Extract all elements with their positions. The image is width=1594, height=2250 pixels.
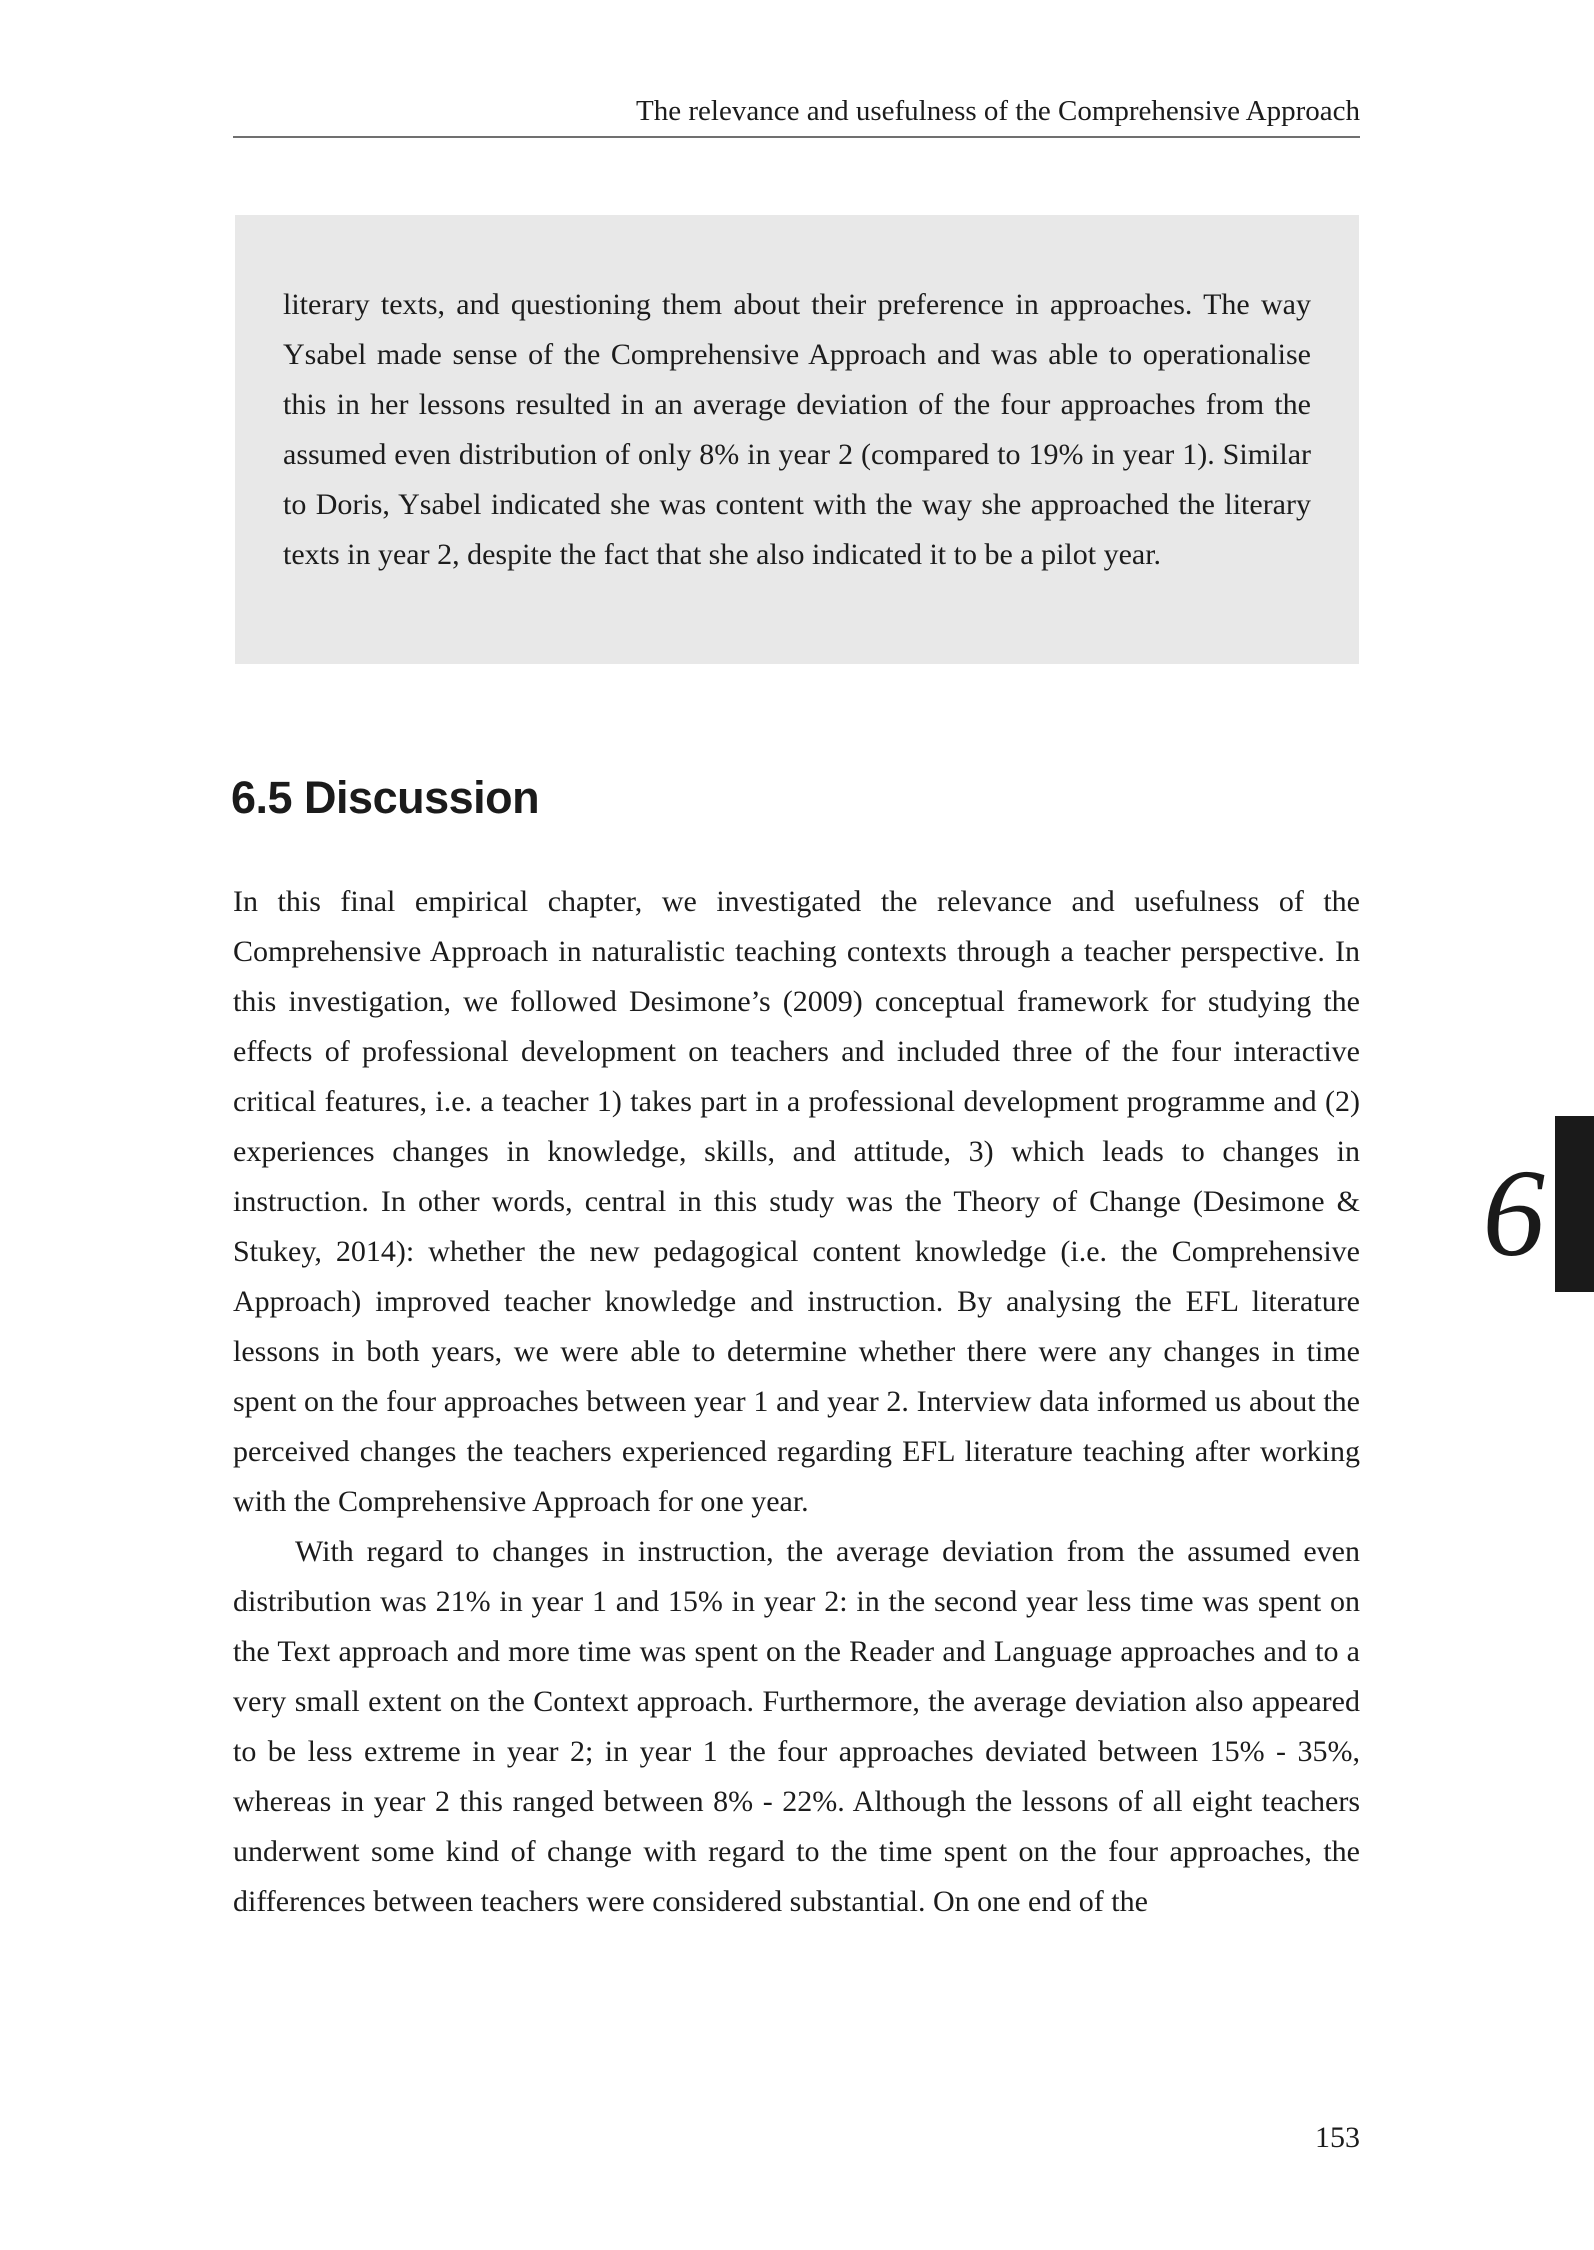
- header-rule-divider: [233, 136, 1360, 138]
- quote-box-text: literary texts, and questioning them about their preference in approaches. The way Ysabel made sense of the Comprehensive Approach and was able to operationalise this in her lessons resulted in an average deviation of the four approaches from the assumed even distribution of only 8% in year 2 (compared to 19% in year 1). Similar to Doris, Ysabel indicated she was content with the way she approached the literary texts in year 2, despite the fact that she also indicated it to be a pilot year.: [283, 288, 1311, 571]
- body-text: [233, 877, 1360, 1927]
- running-header: The relevance and usefulness of the Comprehensive Approach: [636, 95, 1360, 127]
- section-heading: 6.5 Discussion: [231, 772, 540, 823]
- paragraph-2: With regard to changes in instruction, the average deviation from the assumed even distribution was 21% in year 1 and 15% in year 2: in the second year less time was spent on the Text approach and more time was spent on the Reader and Language approaches and to a very small extent on the Context approach. Furthermore, the average deviation also appeared to be less extreme in year 2; in year 1 the four approaches deviated between 15% - 35%, whereas in year 2 this ranged between 8% - 22%. Although the lessons of all eight teachers underwent some kind of change with regard to the time spent on the four approaches, the differences between teachers were considered substantial. On one end of the: [233, 1535, 1360, 1918]
- page-number: 153: [1315, 2121, 1360, 2154]
- chapter-tab-marker: [1555, 1116, 1594, 1292]
- paragraph-1: In this final empirical chapter, we investigated the relevance and usefulness of the Comprehensive Approach in naturalistic teaching contexts through a teacher perspective. In this investigation, we followed Desimone’s (2009) conceptual framework for studying the effects of professional development on teachers and included three of the four interactive critical features, i.e. a teacher 1) takes part in a professional development programme and (2) experiences changes in knowledge, skills, and attitude, 3) which leads to changes in instruction. In other words, central in this study was the Theory of Change (Desimone & Stukey, 2014): whether the new pedagogical content knowledge (i.e. the Comprehensive Approach) improved teacher knowledge and instruction. By analysing the EFL literature lessons in both years, we were able to determine whether there were any changes in time spent on the four approaches between year 1 and year 2. Interview data informed us about the perceived changes the teachers experienced regarding EFL literature teaching after working with the Comprehensive Approach for one year.: [233, 885, 1360, 1518]
- quote-box: [235, 215, 1359, 664]
- chapter-number: 6: [1482, 1145, 1545, 1283]
